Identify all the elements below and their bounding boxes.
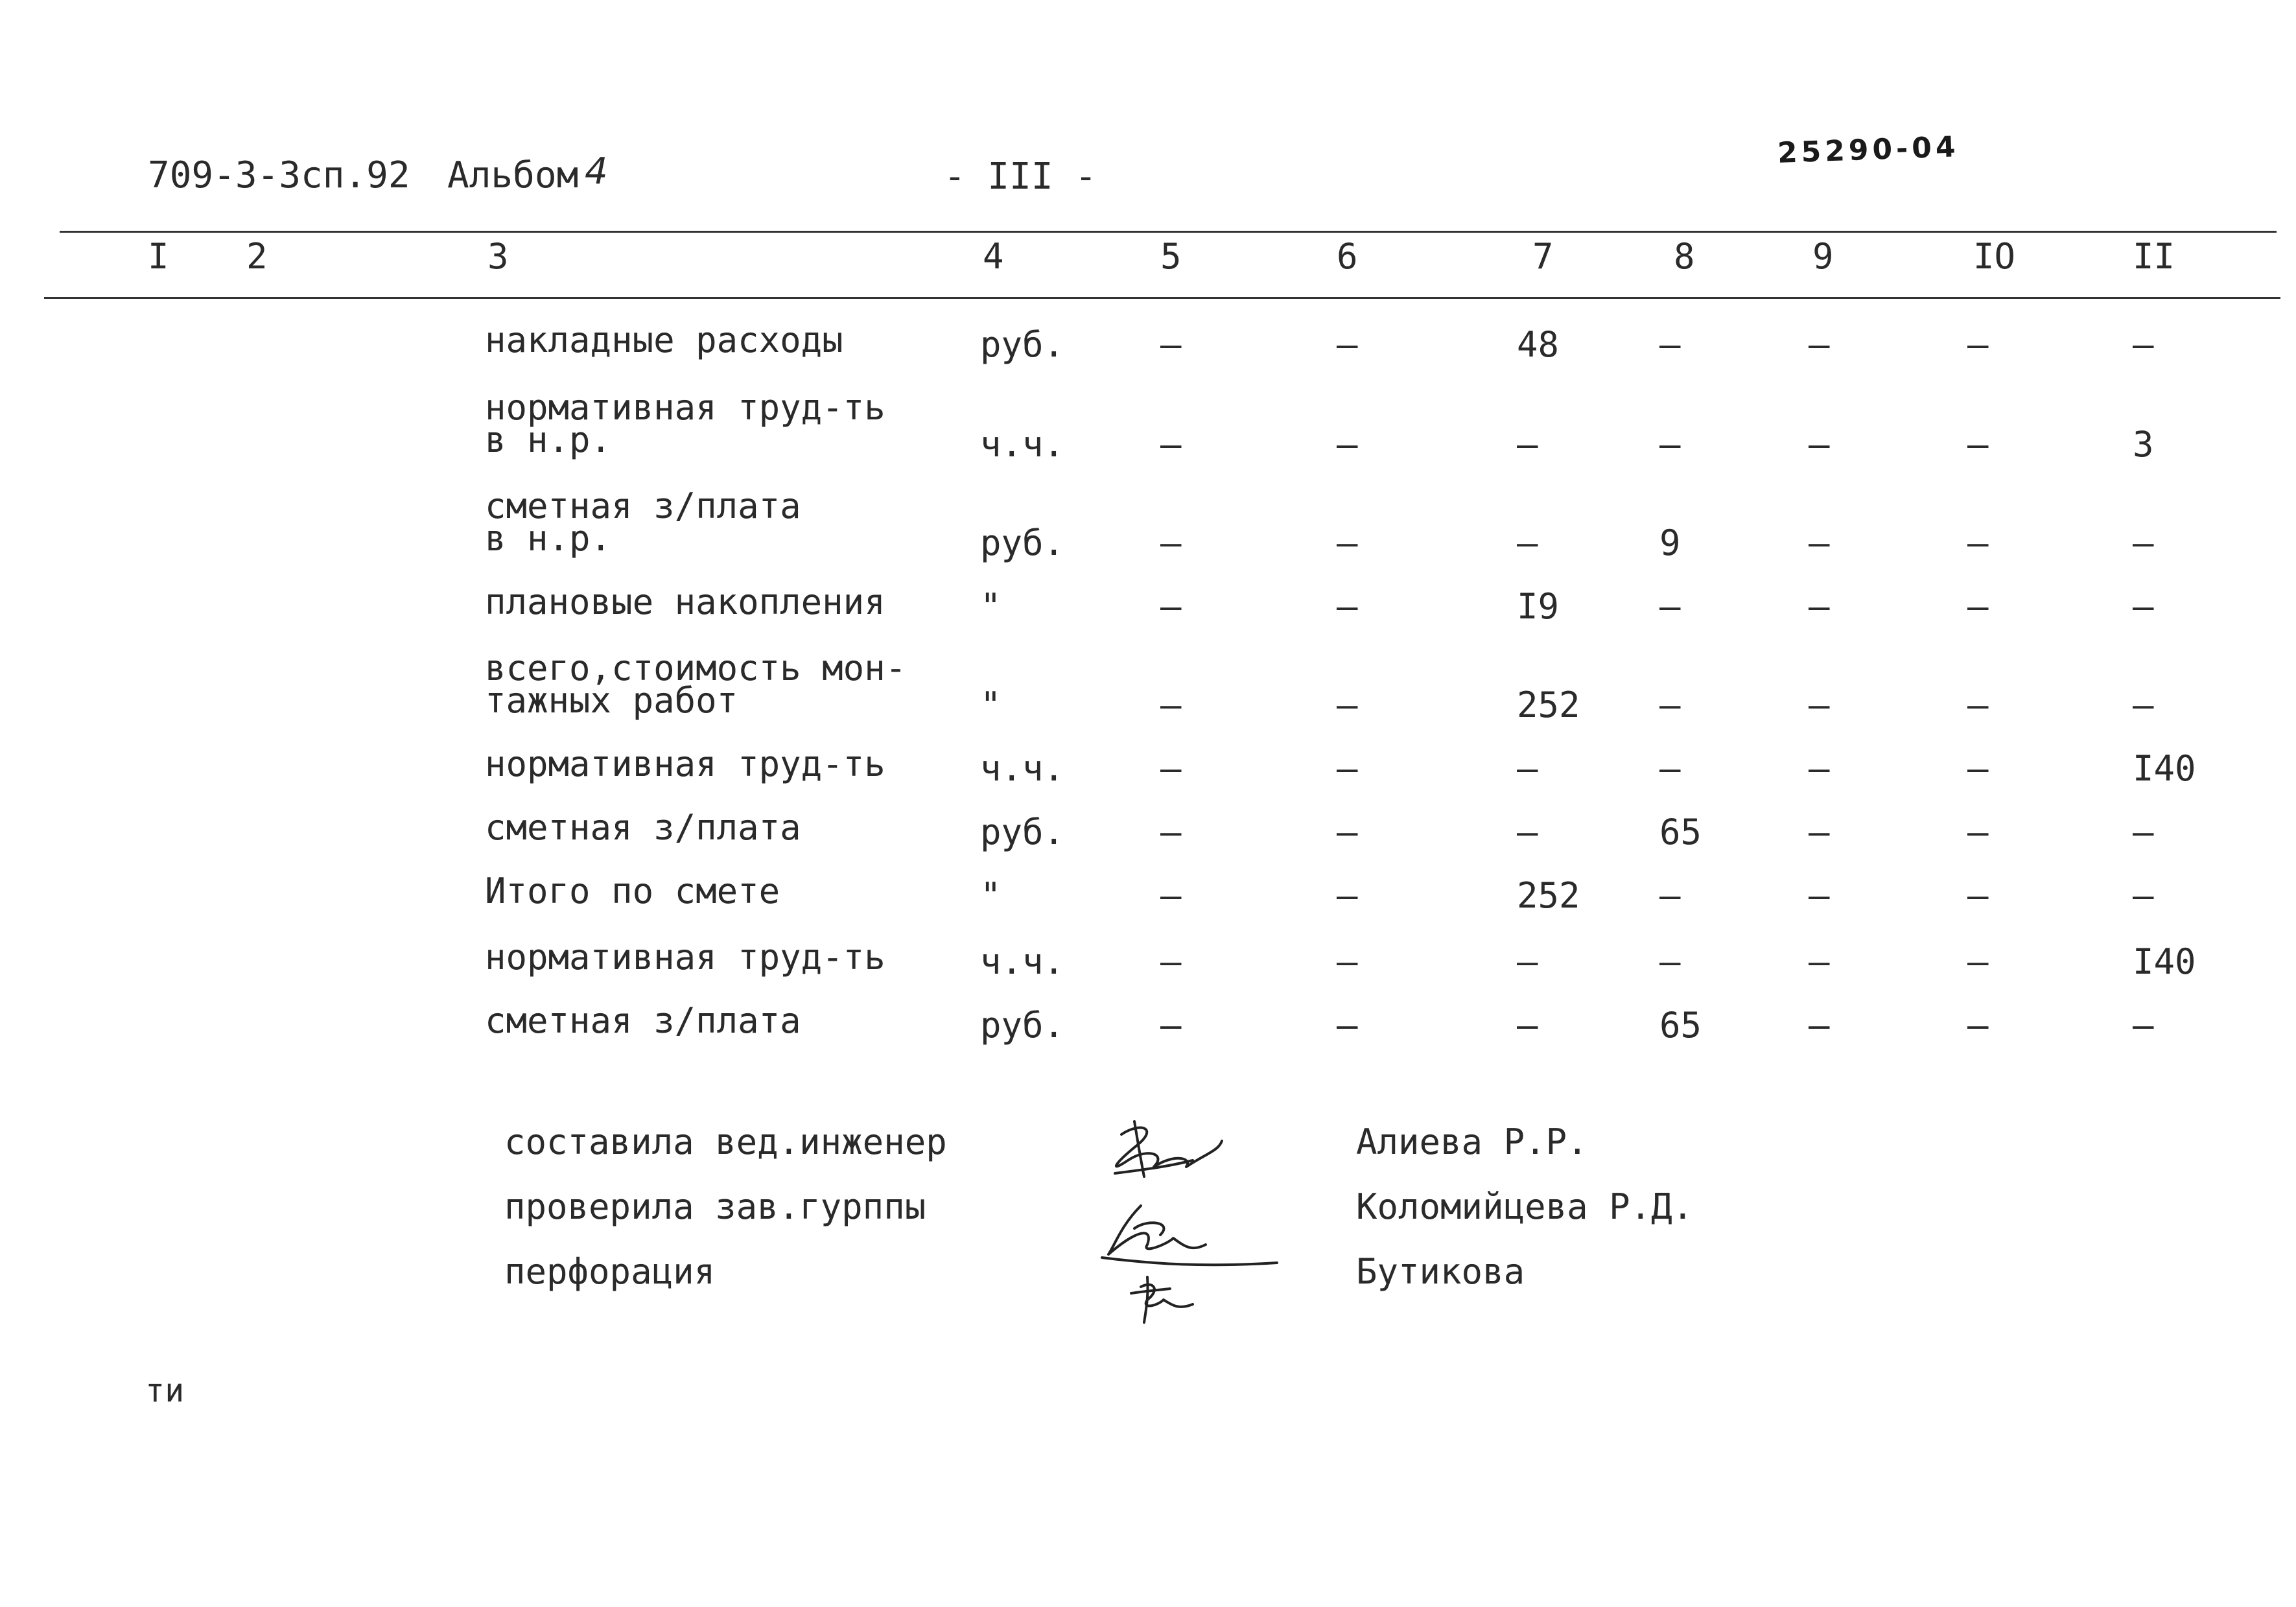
handwritten-signatures: [1095, 1115, 1290, 1329]
row-value: –: [1517, 1005, 1538, 1046]
document-code: 709-3-3сп.92: [148, 154, 410, 196]
album-label: Альбом: [447, 154, 579, 196]
row-value: –: [2133, 1005, 2154, 1046]
row-value: –: [1809, 875, 1830, 916]
column-number: 9: [1812, 236, 1834, 277]
row-value: –: [1517, 748, 1538, 789]
row-unit: ч.ч.: [980, 748, 1065, 789]
row-value: –: [1967, 941, 1989, 982]
signatory-name: Алиева Р.Р.: [1356, 1121, 1588, 1162]
row-unit: руб.: [980, 324, 1065, 365]
row-value: 252: [1517, 875, 1580, 916]
row-value: –: [1967, 875, 1989, 916]
row-label: плановые накопления: [485, 581, 885, 622]
row-label: сметная з/плата: [485, 807, 801, 848]
row-value: –: [1517, 941, 1538, 982]
row-value: –: [1337, 424, 1358, 465]
row-value: 252: [1517, 685, 1580, 725]
row-value: –: [2133, 685, 2154, 725]
column-number: I: [148, 236, 169, 277]
row-value: –: [1337, 941, 1358, 982]
row-value: –: [1809, 424, 1830, 465]
row-value: –: [2133, 522, 2154, 563]
row-value: –: [1659, 424, 1681, 465]
row-value: –: [1337, 1005, 1358, 1046]
row-value: –: [1809, 522, 1830, 563]
row-value: –: [1659, 324, 1681, 365]
row-value: I40: [2133, 941, 2196, 982]
row-value: –: [1967, 324, 1989, 365]
row-value: –: [1659, 586, 1681, 627]
column-number: IO: [1973, 236, 2016, 277]
row-value: –: [1337, 324, 1358, 365]
row-value: 3: [2133, 424, 2154, 465]
row-value: –: [1337, 586, 1358, 627]
row-value: –: [1967, 424, 1989, 465]
row-value: –: [1809, 812, 1830, 852]
row-label: всего,стоимость мон-: [485, 648, 907, 688]
row-unit: ": [980, 586, 1002, 627]
row-value: I40: [2133, 748, 2196, 789]
row-value: –: [1659, 685, 1681, 725]
row-value: –: [1809, 324, 1830, 365]
row-label: Итого по смете: [485, 871, 780, 911]
row-unit: руб.: [980, 522, 1065, 563]
signatory-name: Бутикова: [1356, 1251, 1525, 1292]
row-value: –: [1160, 424, 1182, 465]
row-label: нормативная труд-ть: [485, 387, 885, 428]
row-value: –: [1967, 1005, 1989, 1046]
album-number: 4: [585, 150, 608, 193]
row-value: 48: [1517, 324, 1560, 365]
row-label: в н.р.: [485, 518, 612, 559]
column-number: 4: [983, 236, 1004, 277]
column-number: 6: [1337, 236, 1358, 277]
footer-mark: ти: [145, 1372, 185, 1409]
row-value: –: [1160, 1005, 1182, 1046]
row-value: –: [1967, 522, 1989, 563]
row-label: тажных работ: [485, 680, 738, 721]
row-value: –: [1809, 1005, 1830, 1046]
row-value: –: [1160, 586, 1182, 627]
row-value: –: [2133, 812, 2154, 852]
row-unit: руб.: [980, 812, 1065, 852]
row-value: 65: [1659, 812, 1702, 852]
row-value: –: [2133, 324, 2154, 365]
row-unit: ": [980, 685, 1002, 725]
row-label: сметная з/плата: [485, 486, 801, 526]
row-value: –: [1160, 875, 1182, 916]
row-value: –: [1967, 748, 1989, 789]
row-value: –: [1659, 748, 1681, 789]
row-value: –: [1809, 685, 1830, 725]
row-value: –: [1809, 941, 1830, 982]
row-value: –: [1809, 748, 1830, 789]
row-value: –: [2133, 586, 2154, 627]
signature-role: составила вед.инженер: [504, 1121, 947, 1162]
row-value: –: [1809, 586, 1830, 627]
row-label: нормативная труд-ть: [485, 937, 885, 978]
row-value: –: [1337, 522, 1358, 563]
row-value: –: [1967, 685, 1989, 725]
row-unit: ч.ч.: [980, 424, 1065, 465]
row-value: –: [1659, 941, 1681, 982]
row-value: 9: [1659, 522, 1681, 563]
signatory-name: Коломийцева Р.Д.: [1356, 1186, 1694, 1227]
row-value: –: [1337, 685, 1358, 725]
row-unit: ": [980, 875, 1002, 916]
row-value: –: [1160, 685, 1182, 725]
row-label: нормативная труд-ть: [485, 744, 885, 784]
column-number: 3: [487, 236, 509, 277]
signature-role: перфорация: [504, 1251, 716, 1292]
row-label: сметная з/плата: [485, 1000, 801, 1041]
row-value: –: [2133, 875, 2154, 916]
column-number: 8: [1674, 236, 1695, 277]
row-value: –: [1160, 522, 1182, 563]
header-bottom-rule: [44, 297, 2280, 299]
row-value: –: [1517, 424, 1538, 465]
row-value: –: [1337, 875, 1358, 916]
page-number: - III -: [944, 156, 1097, 198]
row-value: –: [1160, 748, 1182, 789]
row-unit: руб.: [980, 1005, 1065, 1046]
row-value: –: [1967, 586, 1989, 627]
row-value: 65: [1659, 1005, 1702, 1046]
row-value: –: [1160, 324, 1182, 365]
column-number: 5: [1160, 236, 1182, 277]
column-number: 2: [246, 236, 268, 277]
row-label: в н.р.: [485, 419, 612, 460]
row-label: накладные расходы: [485, 320, 843, 360]
column-number: 7: [1532, 236, 1554, 277]
row-value: –: [1517, 812, 1538, 852]
row-value: –: [1337, 748, 1358, 789]
row-value: –: [1659, 875, 1681, 916]
row-unit: ч.ч.: [980, 941, 1065, 982]
row-value: –: [1160, 941, 1182, 982]
row-value: –: [1517, 522, 1538, 563]
column-number: II: [2133, 236, 2175, 277]
registration-number: 25290-04: [1777, 130, 1960, 170]
signature-role: проверила зав.гурппы: [504, 1186, 926, 1227]
row-value: I9: [1517, 586, 1560, 627]
header-top-rule: [60, 231, 2277, 233]
row-value: –: [1337, 812, 1358, 852]
row-value: –: [1160, 812, 1182, 852]
row-value: –: [1967, 812, 1989, 852]
